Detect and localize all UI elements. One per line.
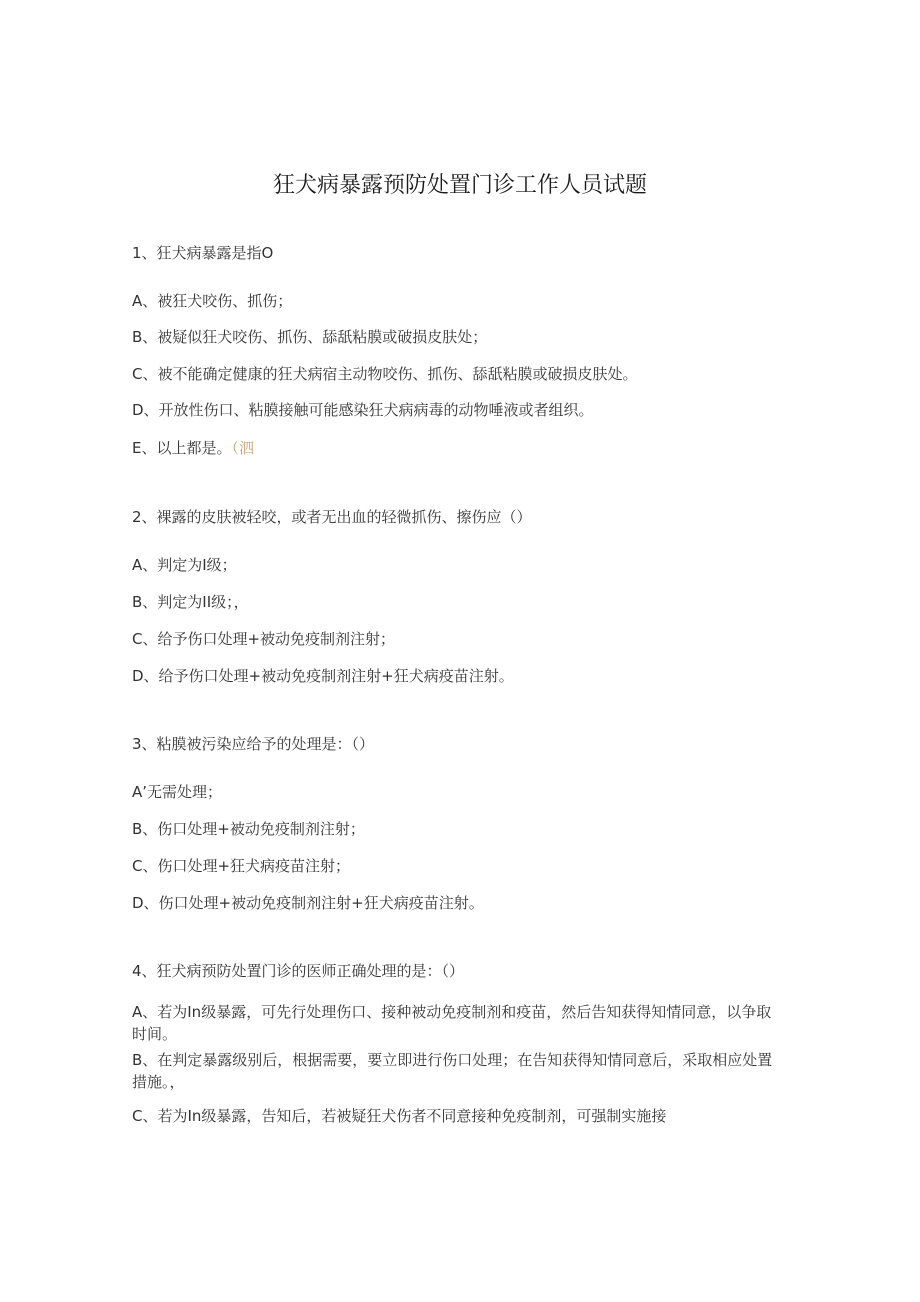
question-4-stem: 4、狂犬病预防处置门诊的医师正确处理的是：（） xyxy=(132,962,465,980)
question-2-stem: 2、裸露的皮肤被轻咬，或者无出血的轻微抓伤、擦伤应（） xyxy=(132,508,532,526)
question-2-option-a: A、判定为I级； xyxy=(132,556,237,574)
question-1-option-e xyxy=(132,437,254,459)
question-1-option-b: B、被疑似狂犬咬伤、抓伤、舔舐粘膜或破损皮肤处； xyxy=(132,328,488,346)
question-2-option-b: B、判定为II级；， xyxy=(132,593,249,611)
question-1-option-c: C、被不能确定健康的狂犬病宿主动物咬伤、抓伤、舔舐粘膜或破损皮肤处。 xyxy=(132,365,638,383)
question-3-option-d: D、伤口处理+被动免疫制剂注射+狂犬病疫苗注射。 xyxy=(132,894,484,912)
question-3-stem: 3、粘膜被污染应给予的处理是：（） xyxy=(132,735,375,753)
question-1-stem: 1、狂犬病暴露是指O xyxy=(132,244,274,262)
question-2-option-c: C、给予伤口处理+被动免疫制剂注射； xyxy=(132,630,396,648)
question-3-option-a: A’无需处理； xyxy=(132,783,223,801)
question-1-option-e-text: E、以上都是。 xyxy=(132,439,232,457)
question-4-option-b: B、在判定暴露级别后，根据需要，要立即进行伤口处理；在告知获得知情同意后，采取相应处置措施。， xyxy=(132,1051,773,1091)
question-4-option-c: C、若为In级暴露，告知后，若被疑狂犬伤者不同意接种免疫制剂，可强制实施接 xyxy=(132,1107,667,1125)
question-1-answer-mark: （泗 xyxy=(231,439,254,457)
question-1-option-d: D、开放性伤口、粘膜接触可能感染狂犬病病毒的动物唾液或者组织。 xyxy=(132,401,594,419)
document-title: 狂犬病暴露预防处置门诊工作人员试题 xyxy=(272,173,647,198)
question-2-option-d: D、给予伤口处理+被动免疫制剂注射+狂犬病疫苗注射。 xyxy=(132,667,514,685)
question-3-option-c: C、伤口处理+狂犬病疫苗注射； xyxy=(132,857,351,875)
question-4-option-a: A、若为In级暴露，可先行处理伤口、接种被动免疫制剂和疫苗，然后告知获得知情同意，以争取时间。 xyxy=(132,1003,772,1043)
question-3-option-b: B、伤口处理+被动免疫制剂注射； xyxy=(132,820,365,838)
question-1-option-a: A、被狂犬咬伤、抓伤； xyxy=(132,292,293,310)
